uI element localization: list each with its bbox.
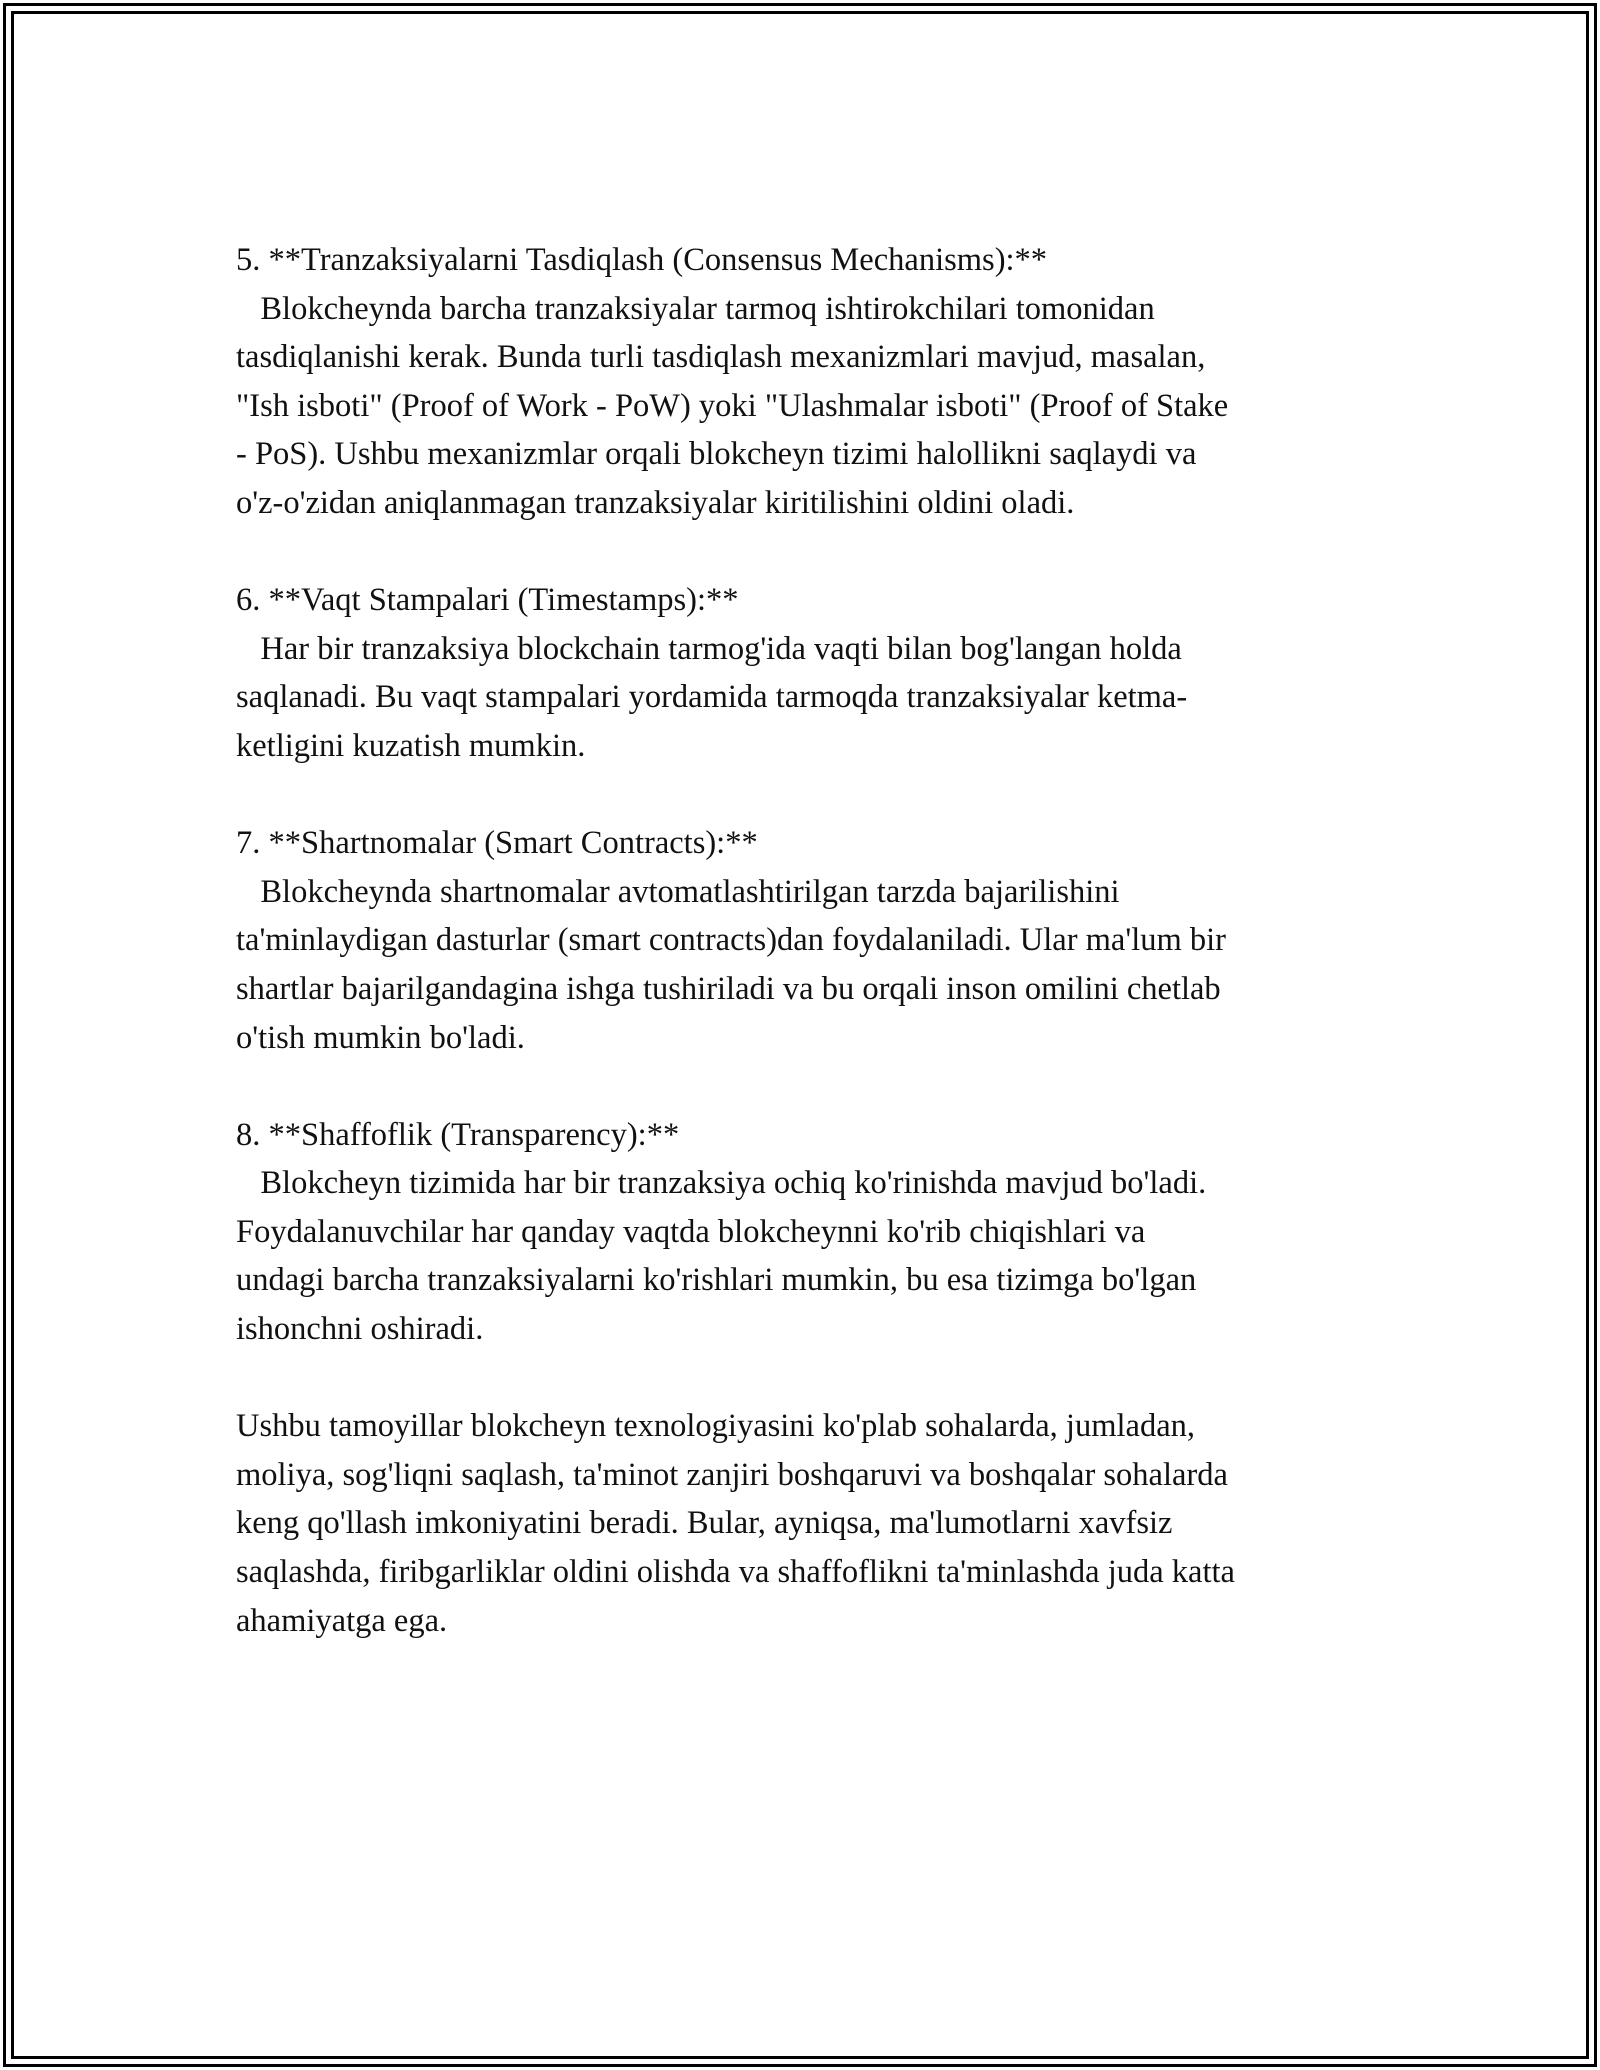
section-heading: 8. **Shaffoflik (Transparency):** — [236, 1116, 680, 1153]
section-text-line: Har bir tranzaksiya blockchain tarmog'ida vaqti bilan bog'langan holda — [236, 630, 1182, 667]
section-text-line: shartlar bajarilgandagina ishga tushiriladi va bu orqali inson omilini chetlab — [236, 970, 1221, 1007]
conclusion-text-line: keng qo'llash imkoniyatini beradi. Bular, ayniqsa, ma'lumotlarni xavfsiz — [236, 1505, 1173, 1542]
section-text-line: o'tish mumkin bo'ladi. — [236, 1019, 525, 1056]
section-text-line: ketligini kuzatish mumkin. — [236, 727, 586, 764]
section-text-line: Blokcheynda barcha tranzaksiyalar tarmoq ishtirokchilari tomonidan — [236, 290, 1155, 327]
section-smart-contracts — [236, 819, 1386, 1062]
document-body — [236, 236, 1386, 1645]
section-text-line: Blokcheynda shartnomalar avtomatlashtirilgan tarzda bajarilishini — [236, 873, 1120, 910]
section-text-line: ishonchni oshiradi. — [236, 1311, 484, 1348]
section-text-line: - PoS). Ushbu mexanizmlar orqali blokcheyn tizimi halollikni saqlaydi va — [236, 436, 1197, 473]
section-text-line: undagi barcha tranzaksiyalarni ko'rishlari mumkin, bu esa tizimga bo'lgan — [236, 1262, 1197, 1299]
section-text-line: ta'minlaydigan dasturlar (smart contracts)dan foydalaniladi. Ular ma'lum bir — [236, 922, 1226, 959]
conclusion-paragraph — [236, 1402, 1386, 1645]
section-heading: 6. **Vaqt Stampalari (Timestamps):** — [236, 582, 739, 619]
conclusion-text-line: Ushbu tamoyillar blokcheyn texnologiyasini ko'plab sohalarda, jumladan, — [236, 1408, 1195, 1445]
section-heading: 7. **Shartnomalar (Smart Contracts):** — [236, 825, 758, 862]
section-text-line: o'z-o'zidan aniqlanmagan tranzaksiyalar kiritilishini oldini oladi. — [236, 484, 1075, 521]
section-consensus-mechanisms — [236, 236, 1386, 528]
section-text-line: Blokcheyn tizimida har bir tranzaksiya ochiq ko'rinishda mavjud bo'ladi. — [236, 1165, 1207, 1202]
section-text-line: Foydalanuvchilar har qanday vaqtda blokcheynni ko'rib chiqishlari va — [236, 1213, 1146, 1250]
section-text-line: tasdiqlanishi kerak. Bunda turli tasdiqlash mexanizmlari mavjud, masalan, — [236, 339, 1206, 376]
conclusion-text-line: moliya, sog'liqni saqlash, ta'minot zanjiri boshqaruvi va boshqalar sohalarda — [236, 1456, 1228, 1493]
section-text-line: "Ish isboti" (Proof of Work - PoW) yoki "Ulashmalar isboti" (Proof of Stake — [236, 387, 1229, 424]
conclusion-text-line: saqlashda, firibgarliklar oldini olishda va shaffoflikni ta'minlashda juda katta — [236, 1554, 1235, 1591]
section-text-line: saqlanadi. Bu vaqt stampalari yordamida tarmoqda tranzaksiyalar ketma- — [236, 679, 1188, 716]
section-heading: 5. **Tranzaksiyalarni Tasdiqlash (Consensus Mechanisms):** — [236, 242, 1048, 278]
section-timestamps — [236, 576, 1386, 770]
conclusion-text-line: ahamiyatga ega. — [236, 1602, 448, 1639]
section-transparency — [236, 1111, 1386, 1354]
